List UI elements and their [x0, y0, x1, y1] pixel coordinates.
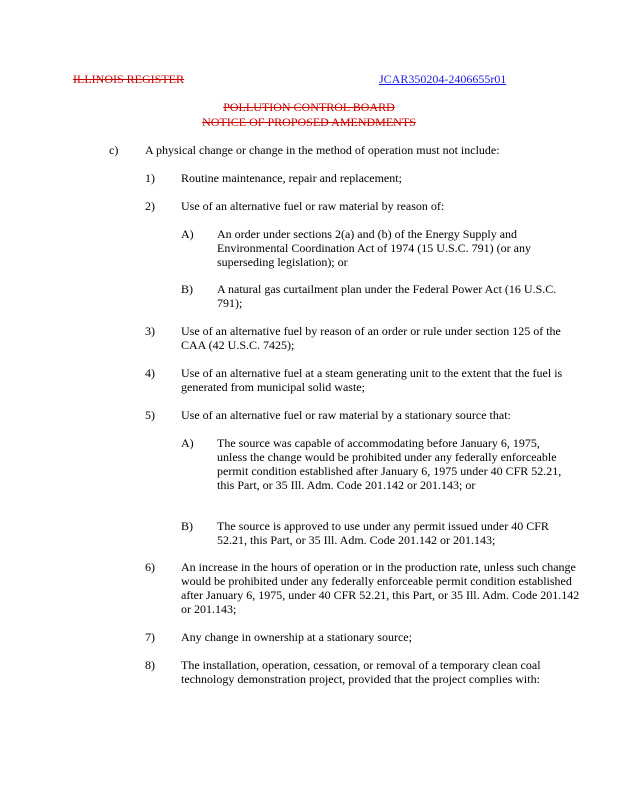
item-2b-text: A natural gas curtailment plan under the Federal Power Act (16 U.S.C. 791); — [217, 282, 557, 310]
item-7-label: 7) — [145, 630, 155, 644]
item-3-text: Use of an alternative fuel by reason of an order or rule under section 125 of the CAA (42 U.S.C. 7425); — [181, 324, 561, 352]
item-3-label: 3) — [145, 324, 155, 338]
item-6-text: An increase in the hours of operation or in the production rate, unless such change would be prohibited under any federally enforceable permit condition established after January 6, 1975, under 40 CFR 52.21, this Part, or 35 Ill. Adm. Code 201.142 or 201.143; — [181, 560, 580, 616]
section-c-text: A physical change or change in the method of operation must not include: — [145, 143, 500, 157]
item-8-label: 8) — [145, 658, 155, 672]
register-header: ILLINOIS REGISTER — [73, 72, 184, 86]
item-1-label: 1) — [145, 171, 155, 185]
item-5b-label: B) — [181, 519, 193, 533]
item-1-text: Routine maintenance, repair and replacement; — [181, 171, 402, 185]
notice-title: NOTICE OF PROPOSED AMENDMENTS — [202, 115, 416, 129]
board-title: POLLUTION CONTROL BOARD — [223, 100, 395, 114]
item-2b-label: B) — [181, 282, 193, 296]
item-2a-text: An order under sections 2(a) and (b) of the Energy Supply and Environmental Coordination Act of 1974 (15 U.S.C. 791) (or any superseding legislation); or — [217, 227, 531, 269]
item-4-label: 4) — [145, 366, 155, 380]
item-5a-text: The source was capable of accommodating before January 6, 1975, unless the change would be prohibited under any federally enforceable permit condition established after January 6, 1975 under 40 CFR 52.21, this Part, or 35 Ill. Adm. Code 201.142 or 201.143; or — [217, 436, 562, 492]
item-2a-label: A) — [181, 227, 194, 241]
item-5b-text: The source is approved to use under any permit issued under 40 CFR 52.21, this Part, or 35 Ill. Adm. Code 201.142 or 201.143; — [217, 519, 549, 547]
item-5-label: 5) — [145, 408, 155, 422]
item-5-text: Use of an alternative fuel or raw material by a stationary source that: — [181, 408, 511, 422]
item-8-text: The installation, operation, cessation, or removal of a temporary clean coal technology demonstration project, provided that the project complies with: — [181, 658, 541, 686]
item-7-text: Any change in ownership at a stationary source; — [181, 630, 412, 644]
item-6-label: 6) — [145, 560, 155, 574]
item-4-text: Use of an alternative fuel at a steam generating unit to the extent that the fuel is generated from municipal solid waste; — [181, 366, 563, 394]
item-2-label: 2) — [145, 199, 155, 213]
section-c-label: c) — [109, 143, 119, 157]
item-5a-label: A) — [181, 436, 194, 450]
document-id-link[interactable]: JCAR350204-2406655r01 — [379, 72, 507, 86]
item-2-text: Use of an alternative fuel or raw material by reason of: — [181, 199, 445, 213]
